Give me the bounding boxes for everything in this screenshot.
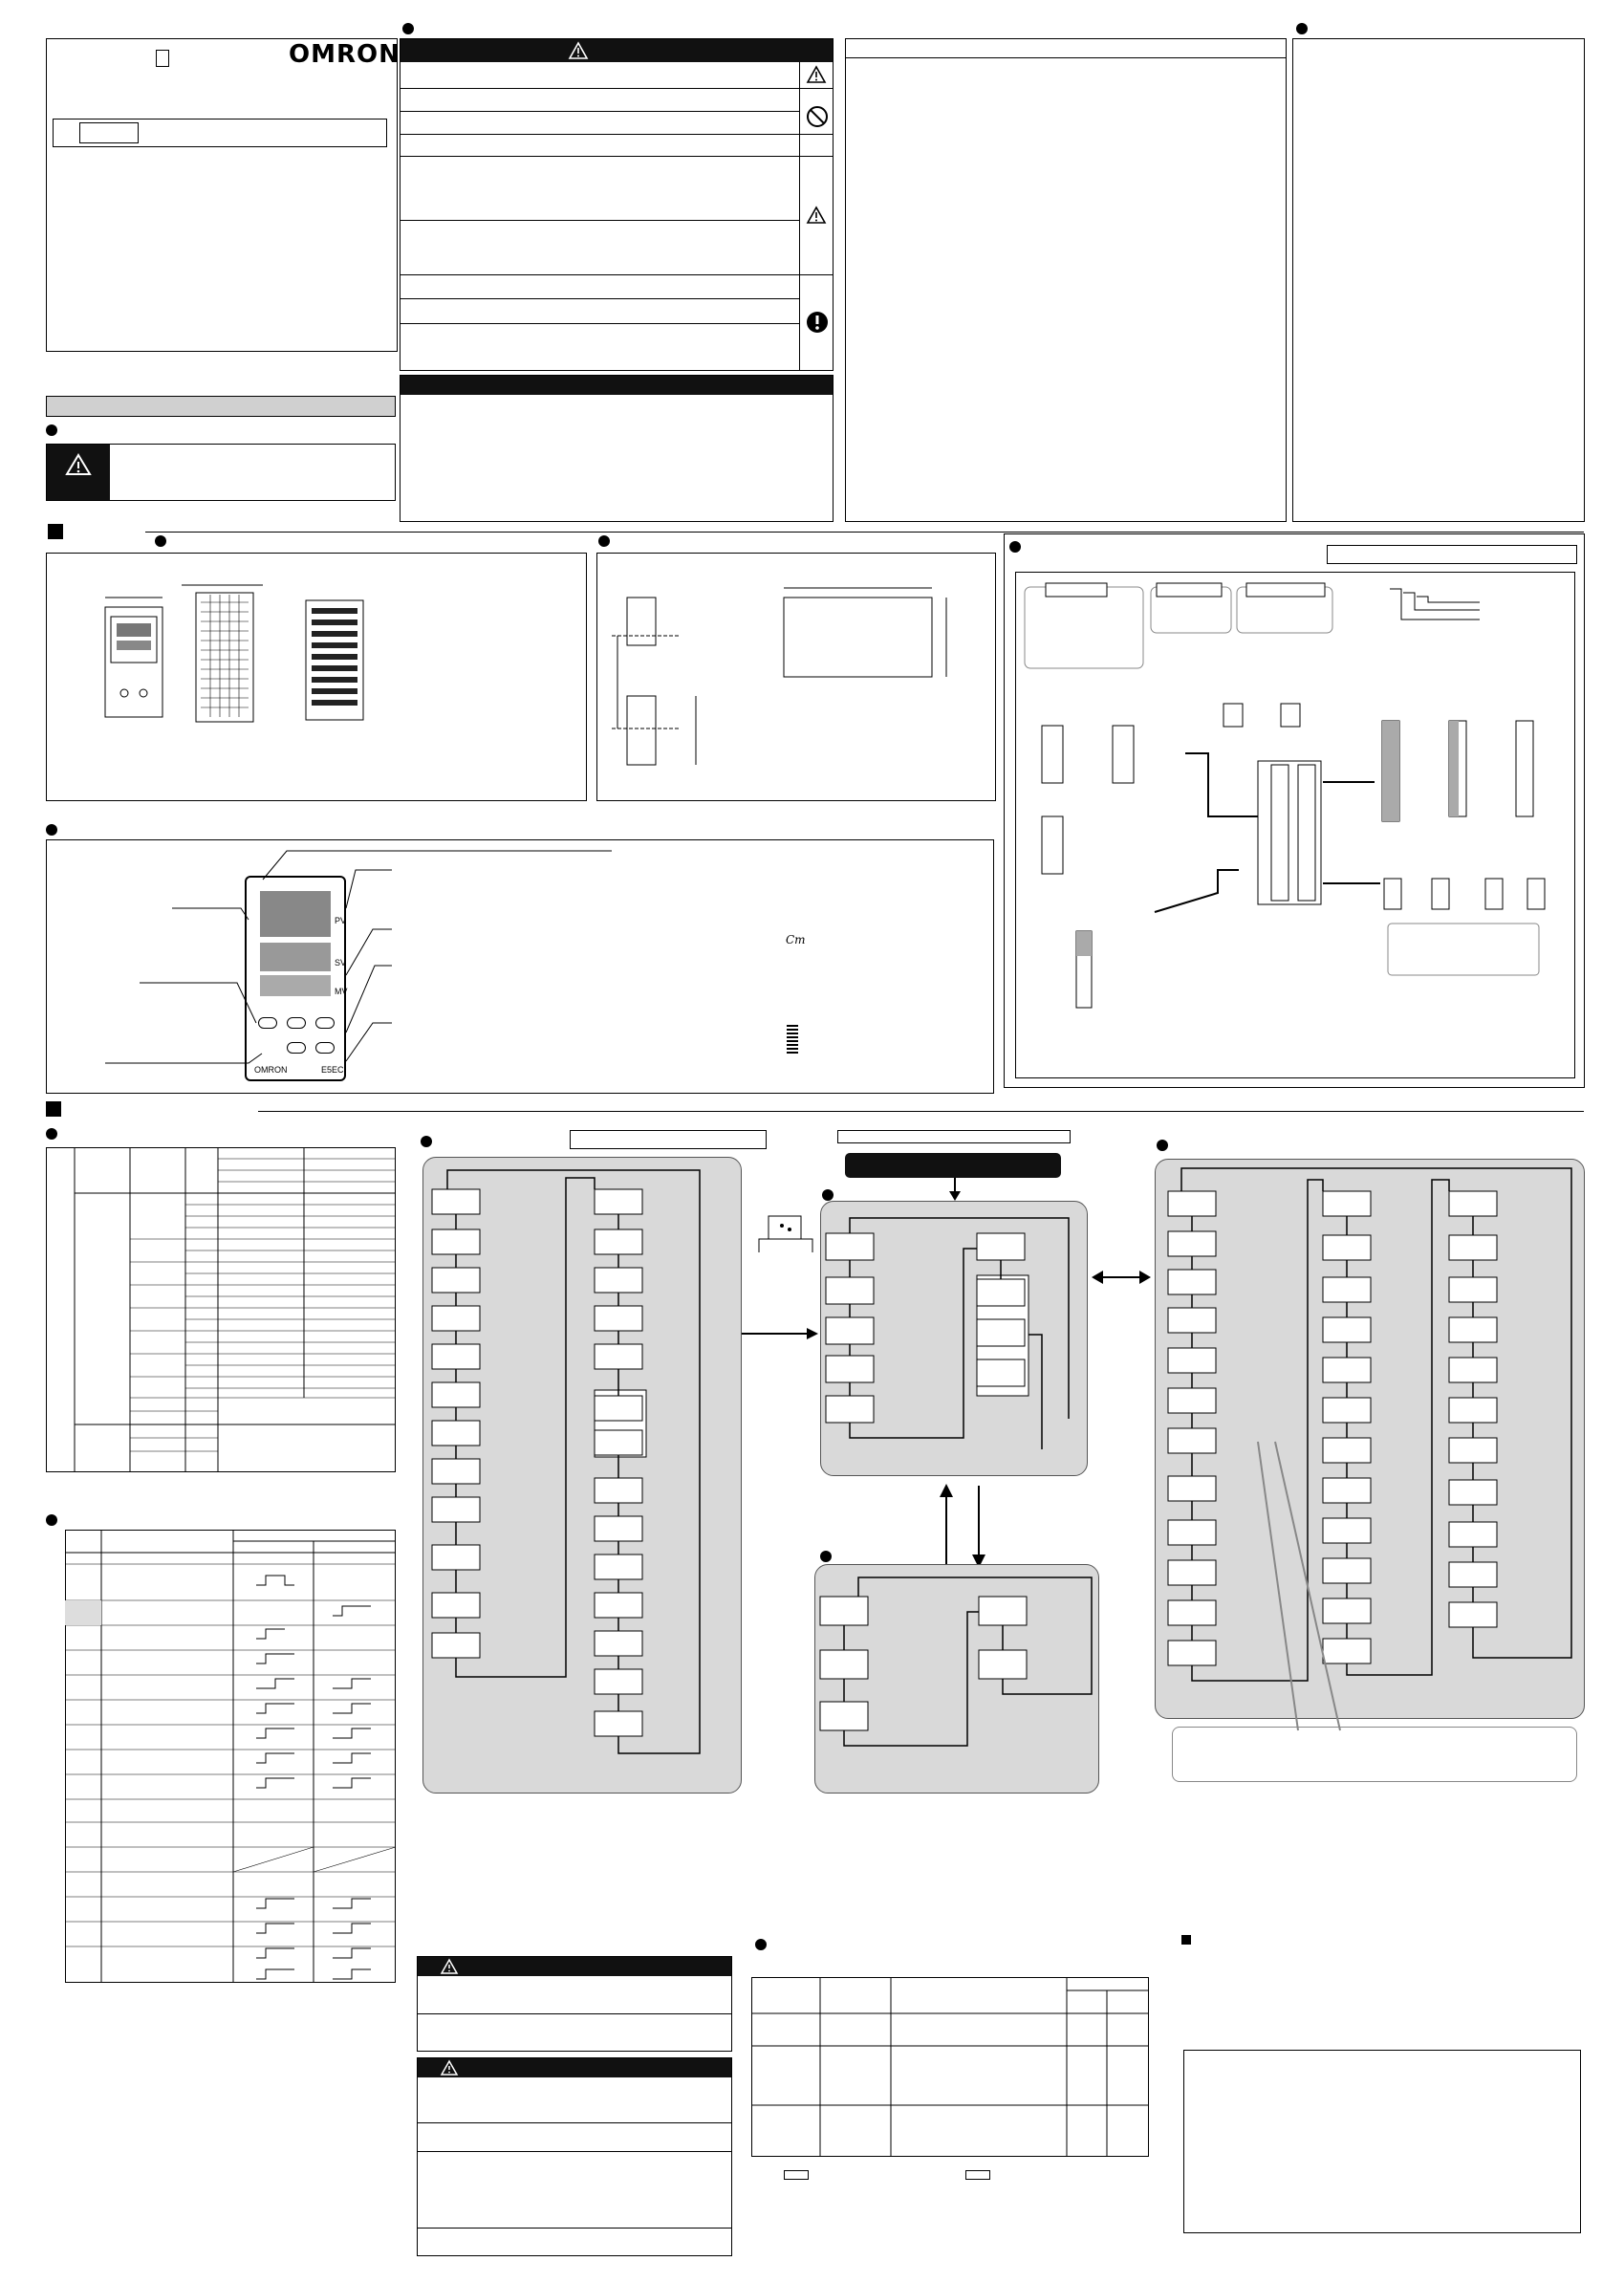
mv-label: MV [335, 987, 348, 996]
pv-label: PV [335, 916, 347, 925]
arrow-down-icon [948, 1178, 962, 1201]
alarm-type-table-grid [65, 1530, 396, 1983]
section-bullet-icon [46, 1128, 57, 1140]
legend-swatch [784, 2170, 809, 2180]
wiring-caption-box [1327, 545, 1577, 564]
panel-cutout-drawing [602, 574, 985, 784]
section-square-icon [46, 1101, 61, 1117]
caution-row-line [418, 2228, 731, 2229]
warning-triangle-icon [65, 453, 92, 476]
caution-row-line [418, 2151, 731, 2152]
section-rule [145, 532, 1584, 533]
section-bullet-icon [421, 1136, 432, 1147]
gray-heading-bar [46, 396, 396, 417]
section-bullet-icon [46, 424, 57, 436]
safety-row-line [401, 88, 833, 89]
flow-caption-box [570, 1130, 767, 1149]
text-column-header-line [846, 57, 1286, 58]
section-bullet-icon [820, 1551, 832, 1562]
arrow-right-icon [742, 1327, 818, 1340]
safety-row-line [401, 220, 799, 221]
spec-table-grid [751, 1977, 1149, 2157]
contact-box [1183, 2050, 1581, 2233]
omron-logo: OMRON [289, 40, 401, 69]
precautions-box [400, 375, 834, 522]
warning-triangle-icon [806, 65, 827, 84]
safety-row-line [401, 134, 833, 135]
section-rule [258, 1111, 1584, 1112]
section-bullet-icon [402, 23, 414, 34]
controller-keys-icon [755, 1214, 816, 1256]
warning-triangle-icon [440, 2059, 459, 2076]
text-column-box [845, 38, 1287, 522]
title-box [46, 38, 398, 352]
section-square-small-icon [1181, 1935, 1191, 1945]
double-arrow-icon [1092, 1270, 1151, 1285]
operation-header [845, 1153, 1061, 1178]
safety-icon-column-divider [799, 62, 800, 370]
section-bullet-icon [755, 1939, 767, 1950]
warning-triangle-icon [440, 1958, 459, 1975]
safety-row-line [401, 111, 799, 112]
model-checkbox [156, 50, 169, 67]
flow-panel-operation-chart [820, 1201, 1088, 1476]
caution-row-line [418, 2013, 731, 2014]
section-bullet-icon [46, 1514, 57, 1526]
double-arrow-vertical-icon [937, 1484, 994, 1570]
section-bullet-icon [1157, 1140, 1168, 1151]
flow-caption-box [837, 1130, 1071, 1143]
section-bullet-icon [155, 535, 166, 547]
flow-panel-adjustment-chart [814, 1564, 1099, 1794]
flow-panel-advanced-chart [1155, 1159, 1585, 1719]
prohibition-icon [806, 105, 829, 128]
section-bullet-icon [822, 1189, 834, 1201]
script-symbol: Cm [786, 933, 806, 946]
section-bullet-icon [46, 824, 57, 836]
section-bullet-icon [598, 535, 610, 547]
brand-mark: OMRON [254, 1065, 288, 1075]
input-type-table-grid [46, 1147, 396, 1472]
caution-row-line [418, 2122, 731, 2123]
precautions-header [401, 376, 833, 395]
barcode-mark [787, 1023, 798, 1054]
safety-header [401, 39, 833, 62]
sv-label: SV [335, 958, 347, 968]
warning-triangle-icon [568, 41, 589, 60]
wiring-diagram [1021, 577, 1575, 1075]
advanced-note-box [1172, 1727, 1577, 1782]
flow-panel-initial-chart [422, 1157, 742, 1794]
safety-row-line [401, 298, 799, 299]
section-square-icon [48, 524, 63, 539]
dimension-drawings [76, 574, 382, 736]
text-column-box [1292, 38, 1585, 522]
warning-triangle-icon [806, 206, 827, 225]
exclamation-circle-icon [806, 311, 829, 334]
model-field-inner [79, 122, 139, 143]
legend-swatch [965, 2170, 990, 2180]
caution-header-1 [418, 1957, 731, 1976]
safety-row-line [401, 323, 799, 324]
model-mark: E5EC [321, 1065, 344, 1075]
safety-row-line [401, 274, 833, 275]
safety-row-line [401, 156, 833, 157]
front-panel-leaders [96, 841, 631, 1099]
section-bullet-icon [1296, 23, 1308, 34]
caution-box-2 [417, 2057, 732, 2256]
caution-header-2 [418, 2058, 731, 2077]
